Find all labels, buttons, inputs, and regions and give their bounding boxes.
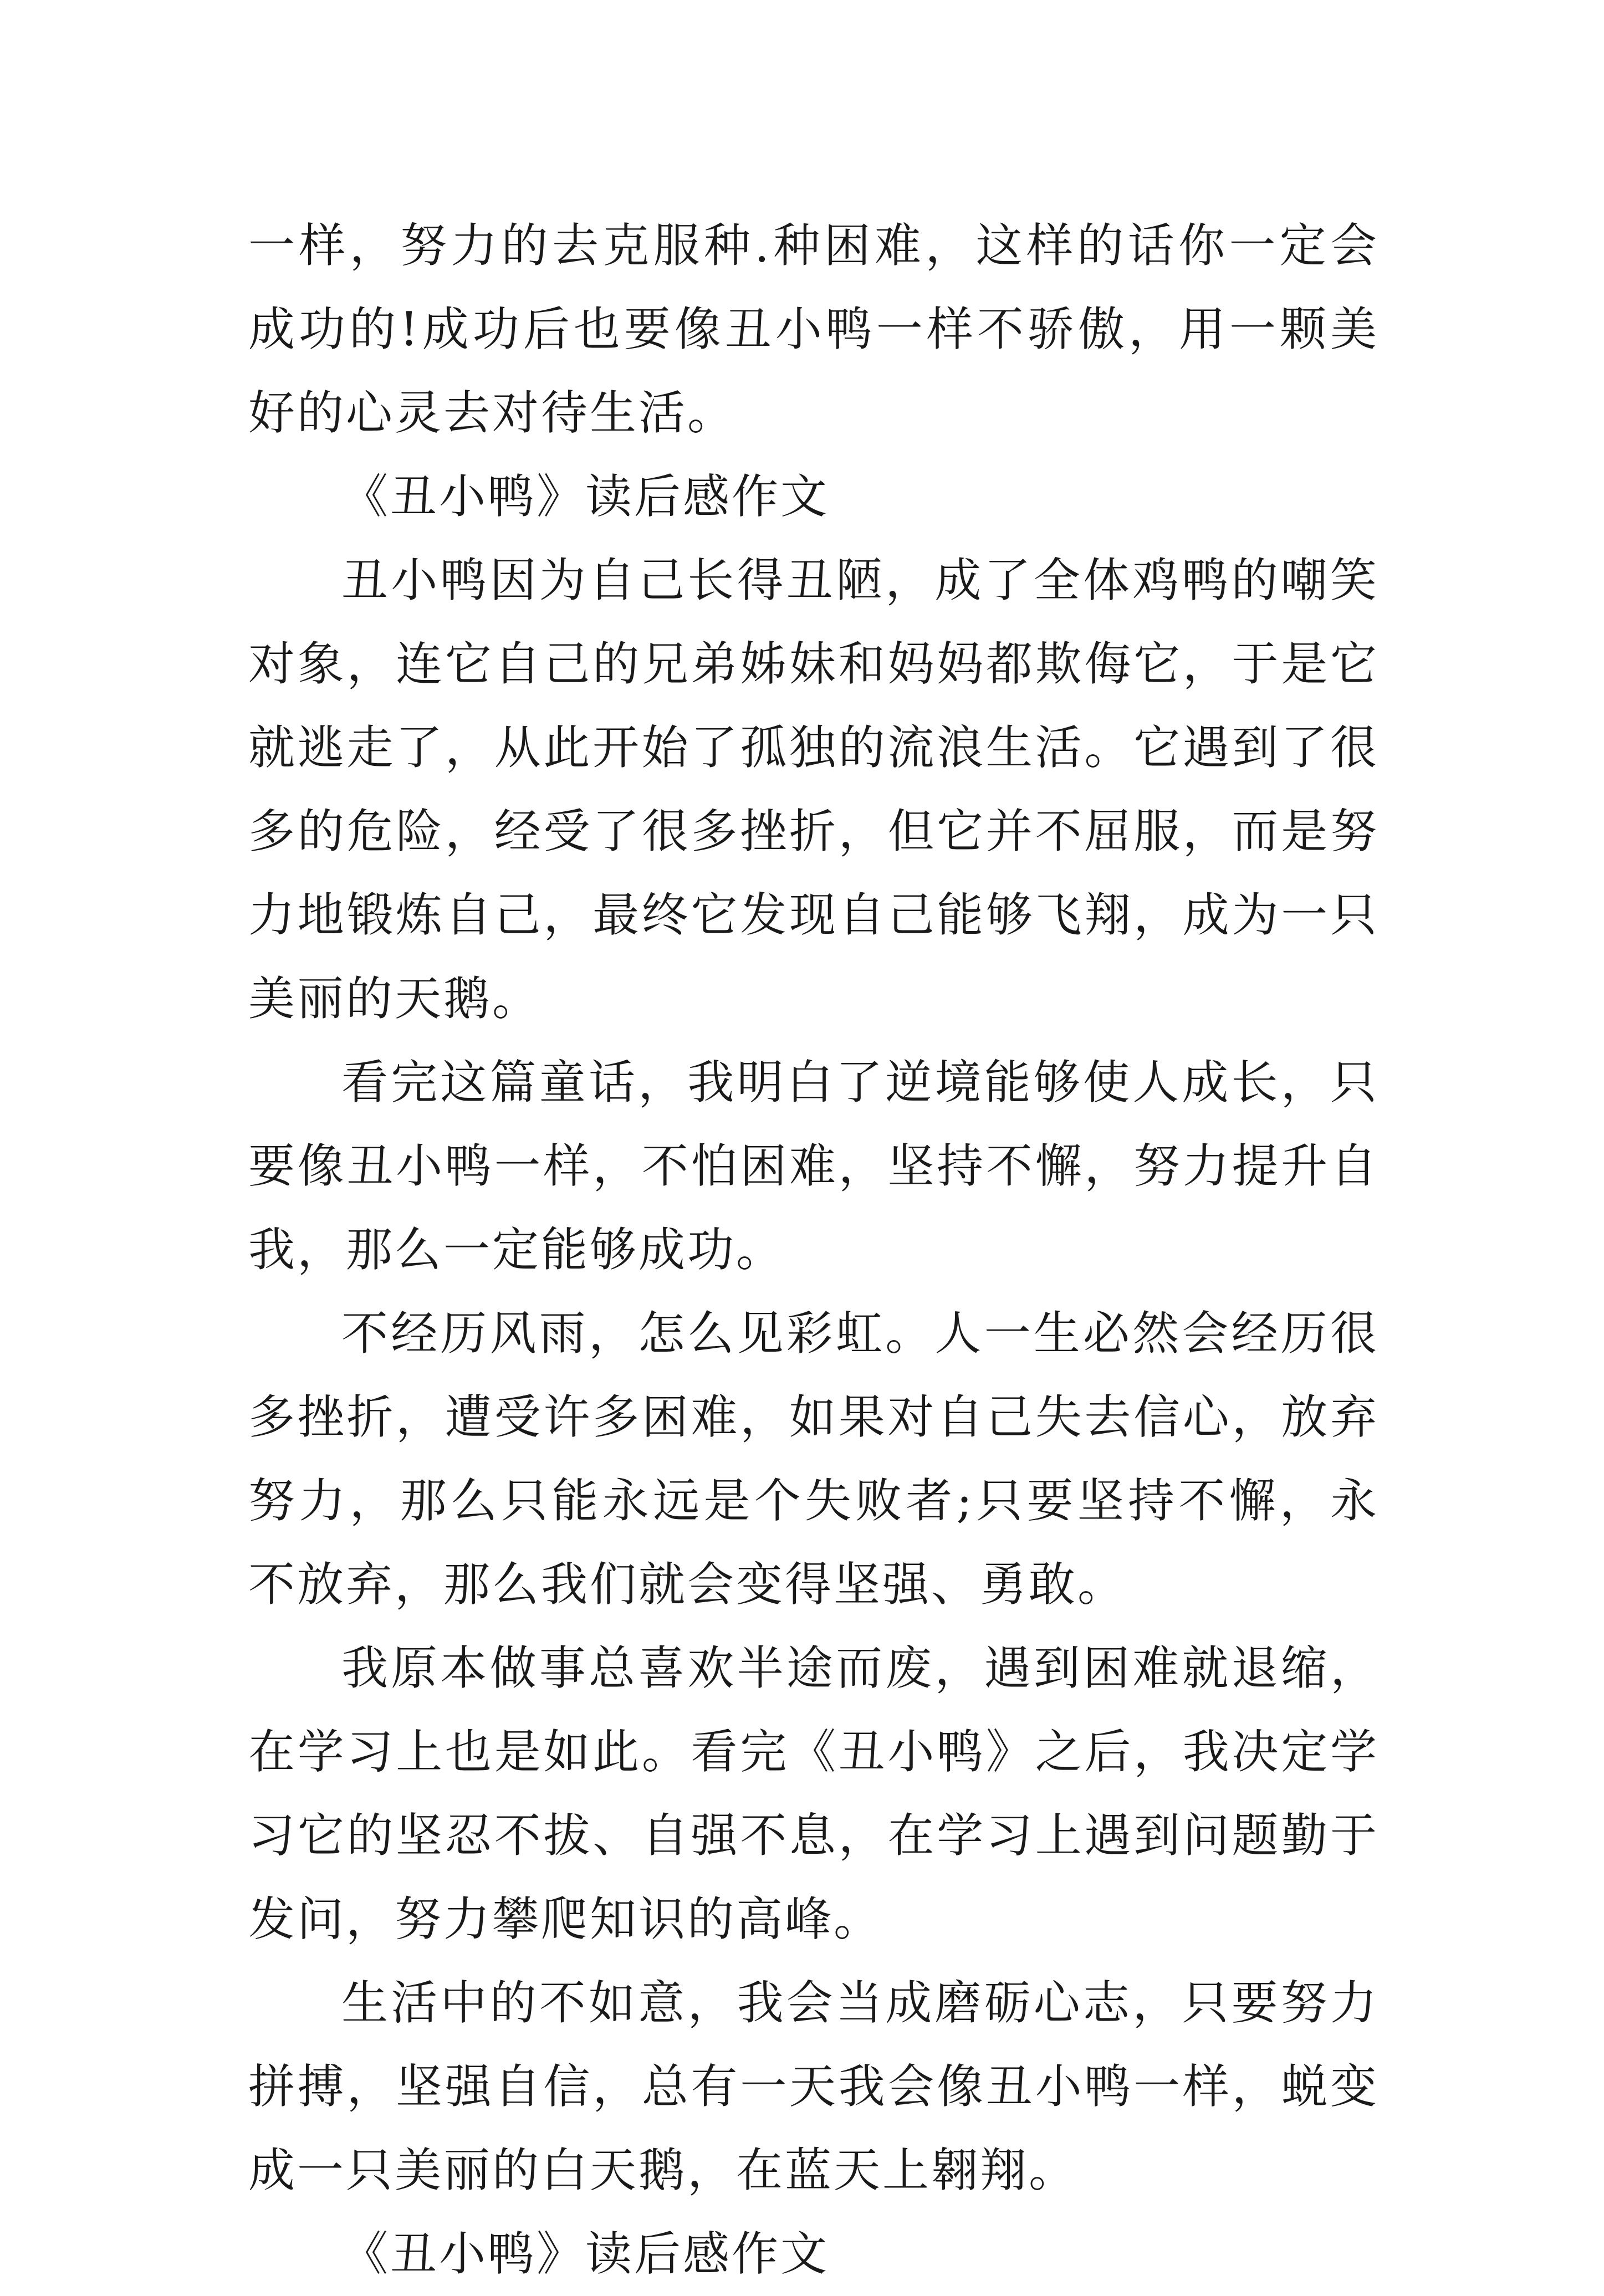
document-body [248, 204, 1379, 2296]
continuation-paragraph: 一样，努力的去克服种.种困难，这样的话你一定会成功的!成功后也要像丑小鸭一样不骄傲，用一颗美好的心灵去对待生活。 [248, 218, 1379, 440]
body-paragraph: 我原本做事总喜欢半途而废，遇到困难就退缩，在学习上也是如此。看完《丑小鸭》之后，我决定学习它的坚忍不拔、自强不息，在学习上遇到问题勤于发问，努力攀爬知识的高峰。 [248, 1641, 1379, 1946]
body-paragraph: 看完这篇童话，我明白了逆境能够使人成长，只要像丑小鸭一样，不怕困难，坚持不懈，努力提升自我，那么一定能够成功。 [248, 1055, 1379, 1277]
section-title: 《丑小鸭》读后感作文 [341, 469, 830, 524]
body-paragraph: 生活中的不如意，我会当成磨砺心志，只要努力拼搏，坚强自信，总有一天我会像丑小鸭一样，蜕变成一只美丽的白天鹅，在蓝天上翱翔。 [248, 1976, 1379, 2197]
body-paragraph: 丑小鸭因为自己长得丑陋，成了全体鸡鸭的嘲笑对象，连它自己的兄弟姊妹和妈妈都欺侮它，于是它就逃走了，从此开始了孤独的流浪生活。它遇到了很多的危险，经受了很多挫折，但它并不屈服，而是努力地锻炼自己，最终它发现自己能够飞翔，成为一只美丽的天鹅。 [248, 553, 1379, 1026]
body-paragraph: 不经历风雨，怎么见彩虹。人一生必然会经历很多挫折，遭受许多困难，如果对自己失去信心，放弃努力，那么只能永远是个失败者;只要坚持不懈，永不放弃，那么我们就会变得坚强、勇敢。 [248, 1306, 1379, 1612]
section-title: 《丑小鸭》读后感作文 [341, 2227, 830, 2281]
